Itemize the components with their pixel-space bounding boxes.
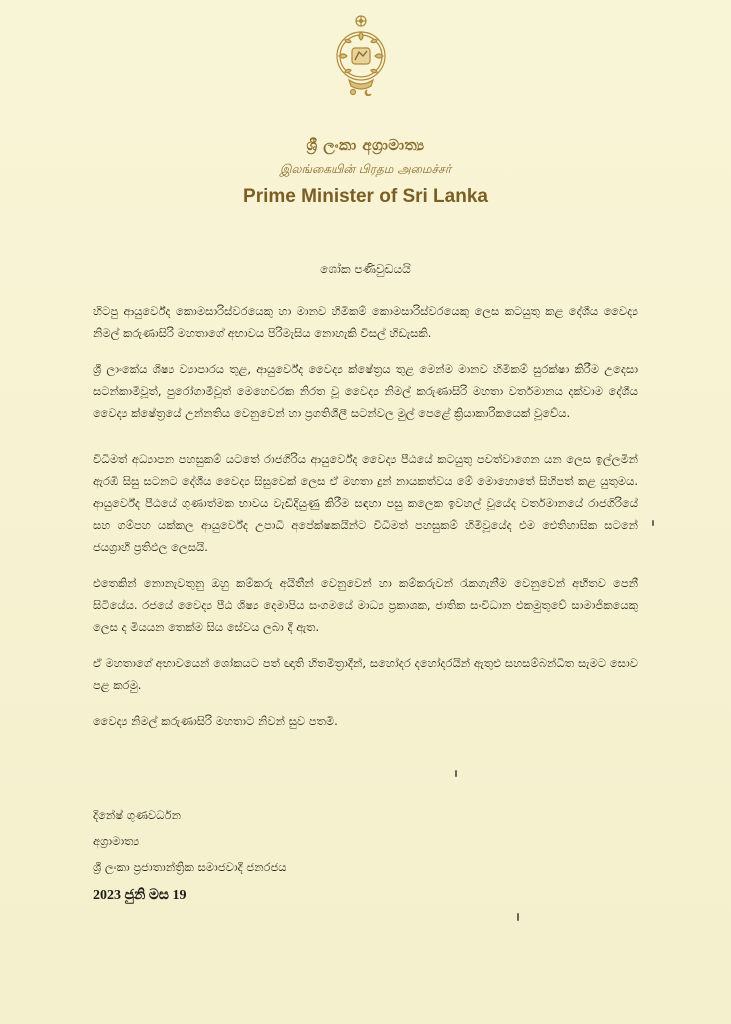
signatory-country: ශ්‍රී ලංකා ප්‍රජාතාන්ත්‍රික සමාජවාදී ජනරජය xyxy=(93,860,287,874)
signature-block xyxy=(93,802,287,880)
scan-speck xyxy=(517,913,519,921)
paragraph-4: එතෙකින් නොනැවතුනු ඔහු කම්කරු අයිතීන් වෙනුවෙන් හා කම්කරුවන් රැකගැනීම වෙනුවෙන් අභීතව පෙනී සිටියේය. රජයේ වෛද්‍ය පීඨ ශිෂ්‍ය දෙමාපිය සංගමයේ මාධ්‍ය ප්‍රකාශක, ජාතික සංවිධාන එකමුතුවේ සාමාජිකයෙකු ලෙස ද මියයන තෙක්ම සිය සේවය ලබා දී ඇත. xyxy=(93,576,638,634)
letterhead-sinhala: ශ්‍රී ලංකා අග්‍රාමාත්‍ය xyxy=(306,136,425,154)
letterhead-tamil: இலங்கையின் பிரதம அமைச்சர் xyxy=(279,162,452,176)
paragraph-5: ඒ මහතාගේ අභාවයෙන් ශෝකයට පත් ඥාති හිතමිත්‍රාදීන්, සහෝදර දහෝදරයින් ඇතුළු සහසම්බන්ධිත සැමට සොව පළ කරමු. xyxy=(93,656,638,692)
scan-speck xyxy=(652,520,654,526)
paragraph-2: ශ්‍රී ලාංකේය ශිෂ්‍ය ව්‍යාපාරය තුළ, ආයුර්වේද වෛද්‍ය ක්ෂේත්‍රය තුළ මෙන්ම මානව හිමිකම් සුරක්ෂා කිරීම උදෙසා සටන්කාමීවූත්, පුරෝගාමීවූත් මෙහෙවරක නිරත වූ වෛද්‍ය නිමල් කරුණාසිරි මහතා වර්තමානය දක්වාම දේශීය වෛද්‍ය ක්ෂේත්‍රයේ උන්නතිය වෙනුවෙන් හා ප්‍රගතිශීලී සටන්වල මුල් පෙළේ ක්‍රියාකාරිකයෙක් වූවේය. xyxy=(93,362,638,420)
state-emblem-icon xyxy=(333,14,389,96)
scan-speck xyxy=(455,770,457,777)
paragraph-3: විධිමත් අධ්‍යාපන පහසුකම් යටතේ රාජගිරිය ආයුර්වේද වෛද්‍ය පීඨයේ කටයුතු පවත්වාගෙන යන ලෙස ඉල්ලමින් ඇරඹි සිසු සටනට දේශීය වෛද්‍ය සිසුවෙක් ලෙස ඒ මහතා දුන් නායකත්වය මේ මොහොතේ සිහිපත් කළ යුතුමය. ආයුර්වේද පීඨයේ ගුණාත්මක භාවය වැඩිදියුණු කිරීම සඳහා පසු කලෙක ඉවහල් වූයේද වර්තමානයේ රාජගිරියේ සහ ගම්පහ යක්කල ආයුර්වේද උපාධි අපේක්ෂකයින්ට විධිමත් පහසුකම් හිමිවූයේද එම ඓතිහාසික සටනේ ජයග්‍රාහී ප්‍රතිඵල ලෙසයි. xyxy=(93,452,638,554)
letterhead-english: Prime Minister of Sri Lanka xyxy=(243,186,488,207)
signatory-name: දිනේෂ් ගුණවර්ධන xyxy=(93,808,181,822)
letter-body xyxy=(93,300,638,746)
letter-date: 2023 ජුනි මස 19 xyxy=(93,888,187,903)
document-title: ශෝක පණිවුඩයයි xyxy=(320,262,411,276)
signatory-title: අග්‍රාමාත්‍ය xyxy=(93,834,140,848)
paragraph-1: හිටපු ආයුර්වේද කොමසාරිස්වරයෙකු හා මානව හිමිකම් කොමසාරිස්වරයෙකු ලෙස කටයුතු කළ දේශීය වෛද්‍ය නිමල් කරුණාසිරි මහතාගේ අභාවය පිරිමැසිය නොහැකි විසල් හිඩැසකි. xyxy=(93,304,638,340)
paragraph-6: වෛද්‍ය නිමල් කරුණාසිරි මහතාට නිවන් සුව පතමි. xyxy=(93,714,338,728)
